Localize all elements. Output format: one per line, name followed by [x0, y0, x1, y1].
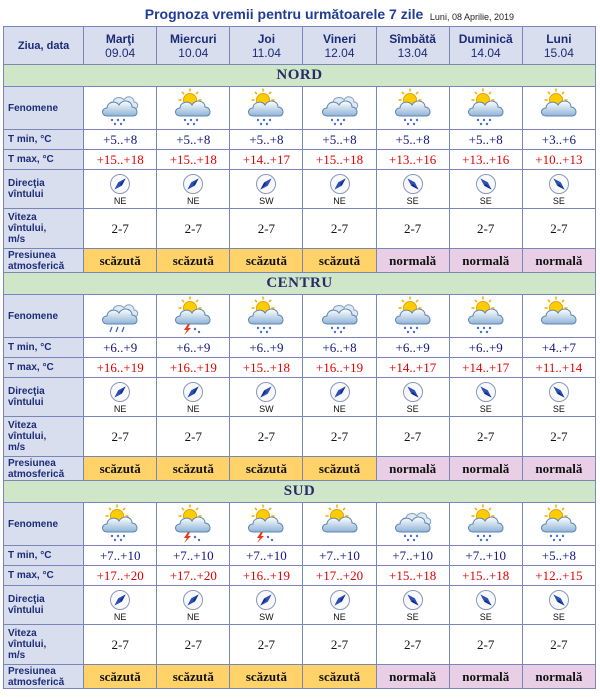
wind-direction-label: SE: [479, 403, 492, 414]
pressure-row: [4, 457, 596, 481]
pressure-value: scăzută: [84, 249, 157, 273]
pressure-row: [4, 249, 596, 273]
phenomena-cell: [230, 295, 303, 338]
tmin-value: +5..+8: [84, 130, 157, 150]
row-label: [4, 566, 84, 586]
phenomena-cell: [376, 87, 449, 130]
row-label: [4, 87, 84, 130]
forecast-table-body: [4, 27, 596, 689]
row-label-text: vîntului: [8, 189, 44, 200]
tmin-value: +6..+9: [449, 338, 522, 358]
wind-direction-cell: [84, 170, 157, 209]
wind-speed-row: [4, 417, 596, 457]
phenomena-cell: [84, 295, 157, 338]
wind-direction-row: [4, 586, 596, 625]
wind-speed-value: 2-7: [522, 209, 595, 249]
partly-cloudy-snow-icon: [84, 504, 156, 544]
day-header: [84, 27, 157, 65]
phenomena-cell: [376, 295, 449, 338]
pressure-value: normală: [522, 665, 595, 689]
page-title: Prognoza vremii pentru următoarele 7 zile: [144, 6, 424, 22]
row-label-text: Viteza: [8, 628, 37, 639]
tmax-value: +16..+19: [84, 358, 157, 378]
wind-direction-cell: [449, 170, 522, 209]
cloudy-snow-icon: [303, 88, 375, 128]
row-label-text: Direcţia: [8, 594, 45, 605]
partly-cloudy-icon: [303, 504, 375, 544]
wind-speed-value: 2-7: [84, 209, 157, 249]
day-header: [303, 27, 376, 65]
region-title: CENTRU: [4, 273, 596, 295]
partly-cloudy-snow-icon: [377, 296, 449, 336]
region-row: [4, 481, 596, 503]
partly-cloudy-icon: [523, 296, 595, 336]
wind-direction-cell: [84, 586, 157, 625]
phenomena-cell: [230, 87, 303, 130]
thunderstorm-icon: [230, 504, 302, 544]
row-label-text: atmosferică: [8, 676, 65, 688]
partly-cloudy-snow-icon: [450, 504, 522, 544]
compass-icon: [230, 589, 302, 611]
wind-speed-value: 2-7: [522, 417, 595, 457]
phenomena-cell: [522, 87, 595, 130]
wind-speed-value: 2-7: [157, 417, 230, 457]
wind-speed-value: 2-7: [303, 417, 376, 457]
row-label: [4, 546, 84, 566]
row-label: [4, 417, 84, 457]
pressure-value: scăzută: [230, 249, 303, 273]
row-label-text: Direcţia: [8, 386, 45, 397]
phenomena-row: [4, 295, 596, 338]
tmin-value: +6..+9: [376, 338, 449, 358]
wind-speed-value: 2-7: [449, 417, 522, 457]
compass-icon: [303, 589, 375, 611]
day-header: [522, 27, 595, 65]
row-label-text: atmosferică: [8, 468, 65, 480]
pressure-value: scăzută: [230, 665, 303, 689]
day-header: [376, 27, 449, 65]
phenomena-cell: [303, 87, 376, 130]
phenomena-cell: [449, 503, 522, 546]
pressure-value: scăzută: [84, 457, 157, 481]
tmin-value: +5..+8: [303, 130, 376, 150]
wind-direction-cell: [303, 586, 376, 625]
tmin-value: +3..+6: [522, 130, 595, 150]
pressure-value: scăzută: [303, 249, 376, 273]
pressure-value: normală: [449, 249, 522, 273]
tmax-value: +16..+19: [157, 358, 230, 378]
tmax-value: +10..+13: [522, 150, 595, 170]
row-label: [4, 625, 84, 665]
pressure-value: scăzută: [303, 665, 376, 689]
partly-cloudy-snow-icon: [450, 88, 522, 128]
wind-direction-cell: [157, 170, 230, 209]
compass-icon: [84, 589, 156, 611]
row-label-text: T max, °C: [8, 570, 54, 581]
row-label: [4, 209, 84, 249]
tmax-value: +16..+19: [303, 358, 376, 378]
compass-icon: [450, 173, 522, 195]
compass-icon: [157, 173, 229, 195]
row-label-text: Presiunea: [8, 249, 56, 261]
tmin-value: +7..+10: [376, 546, 449, 566]
wind-speed-row: [4, 625, 596, 665]
compass-icon: [450, 381, 522, 403]
partly-cloudy-snow-icon: [450, 296, 522, 336]
tmax-value: +15..+18: [449, 566, 522, 586]
tmin-value: +6..+9: [230, 338, 303, 358]
tmax-value: +15..+18: [157, 150, 230, 170]
wind-speed-value: 2-7: [376, 417, 449, 457]
compass-icon: [84, 381, 156, 403]
day-date: 09.04: [105, 45, 136, 60]
tmax-value: +14..+17: [449, 358, 522, 378]
tmax-value: +13..+16: [376, 150, 449, 170]
partly-cloudy-snow-icon: [377, 88, 449, 128]
wind-direction-label: SE: [479, 611, 492, 622]
region-row: [4, 273, 596, 295]
compass-icon: [303, 173, 375, 195]
wind-direction-label: NE: [187, 611, 200, 622]
wind-speed-value: 2-7: [230, 625, 303, 665]
wind-direction-label: SE: [406, 403, 419, 414]
tmin-value: +5..+8: [522, 546, 595, 566]
tmax-value: +16..+19: [230, 566, 303, 586]
row-label-text: Fenomene: [8, 310, 59, 322]
wind-direction-label: SE: [406, 195, 419, 206]
day-header: [230, 27, 303, 65]
wind-direction-cell: [449, 378, 522, 417]
partly-cloudy-snow-icon: [523, 504, 595, 544]
tmax-value: +13..+16: [449, 150, 522, 170]
phenomena-row: [4, 87, 596, 130]
wind-speed-value: 2-7: [157, 625, 230, 665]
phenomena-cell: [84, 87, 157, 130]
region-title: SUD: [4, 481, 596, 503]
day-date: 11.04: [251, 45, 281, 60]
forecast-date: Luni, 08 Aprilie, 2019: [429, 12, 514, 22]
phenomena-cell: [157, 295, 230, 338]
row-label-text: Fenomene: [8, 102, 59, 114]
partly-cloudy-icon: [523, 88, 595, 128]
compass-icon: [377, 589, 449, 611]
wind-direction-cell: [522, 378, 595, 417]
forecast-table: [3, 26, 596, 689]
row-label-text: m/s: [8, 442, 26, 453]
tmin-row: [4, 546, 596, 566]
tmax-value: +17..+20: [84, 566, 157, 586]
tmax-value: +15..+18: [84, 150, 157, 170]
day-name: Vineri: [322, 31, 357, 46]
day-name: Joi: [257, 31, 276, 46]
phenomena-cell: [303, 295, 376, 338]
row-label-text: Presiunea: [8, 665, 56, 677]
pressure-value: scăzută: [230, 457, 303, 481]
row-label-text: vîntului: [8, 397, 44, 408]
region-title: NORD: [4, 65, 596, 87]
day-date: 12.04: [324, 45, 355, 60]
tmax-row: [4, 358, 596, 378]
day-date: 13.04: [397, 45, 428, 60]
wind-direction-label: SW: [259, 403, 274, 414]
wind-direction-cell: [157, 378, 230, 417]
wind-direction-label: SW: [259, 611, 274, 622]
row-label-text: vîntului: [8, 605, 44, 616]
row-label-text: atmosferică: [8, 260, 65, 272]
wind-speed-value: 2-7: [522, 625, 595, 665]
wind-direction-cell: [230, 170, 303, 209]
tmax-row: [4, 150, 596, 170]
wind-speed-value: 2-7: [84, 625, 157, 665]
row-label: [4, 378, 84, 417]
tmin-value: +7..+10: [157, 546, 230, 566]
wind-direction-label: SE: [552, 195, 565, 206]
compass-icon: [523, 381, 595, 403]
wind-direction-label: NE: [333, 611, 346, 622]
day-date: 10.04: [178, 45, 209, 60]
wind-direction-cell: [522, 170, 595, 209]
tmax-value: +11..+14: [522, 358, 595, 378]
wind-direction-label: NE: [187, 403, 200, 414]
wind-direction-row: [4, 170, 596, 209]
day-name: Duminică: [458, 31, 513, 46]
tmin-value: +6..+9: [84, 338, 157, 358]
compass-icon: [84, 173, 156, 195]
tmax-value: +15..+18: [230, 358, 303, 378]
wind-direction-label: NE: [113, 611, 127, 622]
wind-speed-value: 2-7: [303, 625, 376, 665]
tmin-value: +5..+8: [376, 130, 449, 150]
tmin-value: +7..+10: [303, 546, 376, 566]
day-name: Luni: [546, 31, 572, 46]
row-label-text: T max, °C: [8, 154, 54, 165]
row-label-text: Viteza: [8, 420, 37, 431]
tmax-row: [4, 566, 596, 586]
phenomena-cell: [230, 503, 303, 546]
partly-cloudy-snow-icon: [157, 88, 229, 128]
row-label: [4, 358, 84, 378]
day-name: Miercuri: [169, 31, 217, 46]
wind-direction-row: [4, 378, 596, 417]
pressure-value: scăzută: [157, 457, 230, 481]
tmin-value: +6..+8: [303, 338, 376, 358]
phenomena-cell: [522, 295, 595, 338]
day-date: 15.04: [543, 45, 574, 60]
row-label: [4, 457, 84, 481]
row-label-text: T min, °C: [8, 134, 52, 145]
row-label: [4, 503, 84, 546]
tmax-value: +17..+20: [157, 566, 230, 586]
compass-icon: [523, 589, 595, 611]
pressure-value: normală: [449, 665, 522, 689]
wind-speed-value: 2-7: [84, 417, 157, 457]
pressure-value: normală: [522, 249, 595, 273]
partly-cloudy-snow-icon: [230, 88, 302, 128]
tmin-row: [4, 130, 596, 150]
phenomena-cell: [449, 87, 522, 130]
row-label-text: m/s: [8, 234, 26, 245]
tmin-value: +7..+10: [230, 546, 303, 566]
pressure-value: normală: [376, 249, 449, 273]
pressure-row: [4, 665, 596, 689]
wind-speed-row: [4, 209, 596, 249]
row-label: [4, 665, 84, 689]
phenomena-cell: [84, 503, 157, 546]
row-label: [4, 338, 84, 358]
tmin-value: +6..+9: [157, 338, 230, 358]
wind-direction-label: NE: [333, 195, 346, 206]
wind-speed-value: 2-7: [230, 417, 303, 457]
phenomena-cell: [303, 503, 376, 546]
tmin-row: [4, 338, 596, 358]
wind-direction-label: NE: [333, 403, 346, 414]
pressure-value: scăzută: [157, 249, 230, 273]
pressure-value: scăzută: [303, 457, 376, 481]
tmax-value: +15..+18: [303, 150, 376, 170]
compass-icon: [230, 173, 302, 195]
wind-direction-cell: [230, 378, 303, 417]
wind-direction-cell: [376, 586, 449, 625]
tmin-value: +7..+10: [449, 546, 522, 566]
wind-speed-value: 2-7: [449, 625, 522, 665]
tmin-value: +4..+7: [522, 338, 595, 358]
tmax-value: +14..+17: [230, 150, 303, 170]
tmin-value: +7..+10: [84, 546, 157, 566]
phenomena-cell: [157, 87, 230, 130]
tmin-value: +5..+8: [449, 130, 522, 150]
compass-icon: [377, 173, 449, 195]
phenomena-row: [4, 503, 596, 546]
compass-icon: [523, 173, 595, 195]
wind-direction-label: NE: [113, 403, 127, 414]
wind-speed-value: 2-7: [376, 209, 449, 249]
compass-icon: [157, 381, 229, 403]
wind-direction-cell: [303, 170, 376, 209]
tmin-value: +5..+8: [157, 130, 230, 150]
compass-icon: [303, 381, 375, 403]
wind-direction-label: SW: [259, 195, 274, 206]
row-label-text: T min, °C: [8, 342, 52, 353]
compass-icon: [450, 589, 522, 611]
row-label-text: Viteza: [8, 212, 37, 223]
pressure-value: scăzută: [84, 665, 157, 689]
thunderstorm-icon: [157, 504, 229, 544]
pressure-value: normală: [376, 457, 449, 481]
tmax-value: +17..+20: [303, 566, 376, 586]
tmin-value: +5..+8: [230, 130, 303, 150]
wind-direction-cell: [303, 378, 376, 417]
wind-speed-value: 2-7: [303, 209, 376, 249]
compass-icon: [157, 589, 229, 611]
wind-direction-cell: [376, 378, 449, 417]
wind-direction-label: SE: [552, 611, 565, 622]
wind-direction-cell: [157, 586, 230, 625]
wind-speed-value: 2-7: [157, 209, 230, 249]
cloudy-snow-icon: [84, 88, 156, 128]
corner-label: Ziua, data: [4, 27, 84, 65]
day-date: 14.04: [470, 45, 501, 60]
wind-speed-value: 2-7: [449, 209, 522, 249]
row-label: [4, 586, 84, 625]
wind-direction-cell: [230, 586, 303, 625]
cloudy-snow-icon: [303, 296, 375, 336]
phenomena-cell: [449, 295, 522, 338]
pressure-value: scăzută: [157, 665, 230, 689]
partly-cloudy-snow-icon: [230, 296, 302, 336]
header-row: [4, 27, 596, 65]
wind-direction-label: SE: [406, 611, 419, 622]
row-label: [4, 170, 84, 209]
row-label-text: vîntului,: [8, 431, 47, 442]
tmax-value: +15..+18: [376, 566, 449, 586]
day-header: [449, 27, 522, 65]
wind-direction-label: NE: [187, 195, 200, 206]
phenomena-cell: [522, 503, 595, 546]
phenomena-cell: [157, 503, 230, 546]
wind-speed-value: 2-7: [376, 625, 449, 665]
wind-direction-cell: [376, 170, 449, 209]
pressure-value: normală: [376, 665, 449, 689]
thunderstorm-icon: [157, 296, 229, 336]
tmax-value: +12..+15: [522, 566, 595, 586]
day-name: Marţi: [105, 31, 135, 46]
wind-speed-value: 2-7: [230, 209, 303, 249]
row-label-text: m/s: [8, 650, 26, 661]
day-header: [157, 27, 230, 65]
region-row: [4, 65, 596, 87]
compass-icon: [377, 381, 449, 403]
wind-direction-cell: [522, 586, 595, 625]
row-label: [4, 249, 84, 273]
pressure-value: normală: [522, 457, 595, 481]
row-label-text: Direcţia: [8, 178, 45, 189]
row-label-text: Presiunea: [8, 457, 56, 469]
compass-icon: [230, 381, 302, 403]
row-label-text: T max, °C: [8, 362, 54, 373]
wind-direction-label: SE: [479, 195, 492, 206]
row-label: [4, 150, 84, 170]
cloudy-rain-icon: [84, 296, 156, 336]
cloudy-snow-icon: [377, 504, 449, 544]
pressure-value: normală: [449, 457, 522, 481]
tmax-value: +14..+17: [376, 358, 449, 378]
wind-direction-cell: [449, 586, 522, 625]
row-label-text: vîntului,: [8, 223, 47, 234]
wind-direction-label: NE: [113, 195, 127, 206]
day-name: Sîmbătă: [389, 31, 436, 46]
wind-direction-cell: [84, 378, 157, 417]
row-label-text: Fenomene: [8, 518, 59, 530]
phenomena-cell: [376, 503, 449, 546]
wind-direction-label: SE: [552, 403, 565, 414]
row-label: [4, 130, 84, 150]
row-label: [4, 295, 84, 338]
row-label-text: T min, °C: [8, 550, 52, 561]
row-label-text: vîntului,: [8, 639, 47, 650]
